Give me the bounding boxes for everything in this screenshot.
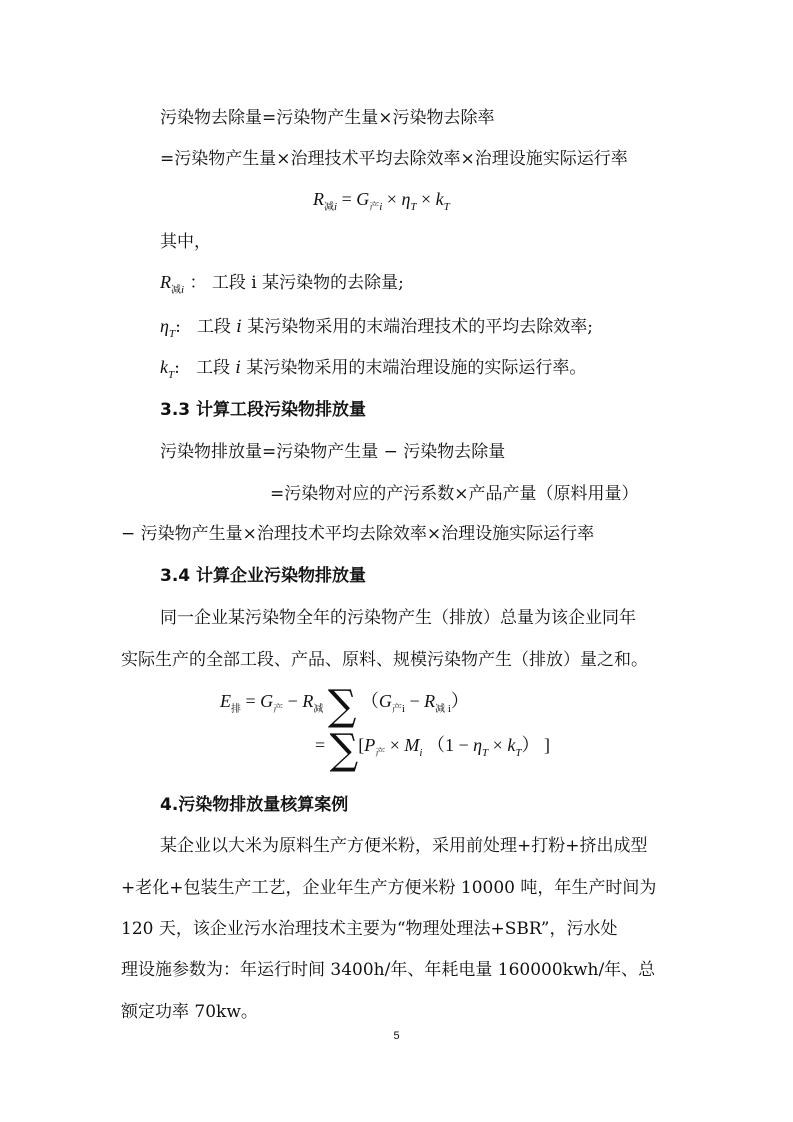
paragraph-case-5: 额定功率 70kw。 [121,1002,258,1022]
paragraph-enterprise-total: 同一企业某污染物全年的污染物产生（排放）总量为该企业同年 [160,608,636,628]
paragraph-case-1: 某企业以大米为原料生产方便米粉，采用前处理+打粉+挤出成型 [160,836,648,856]
paragraph-removal-definition: 污染物去除量=污染物产生量×污染物去除率 [160,108,495,128]
definition-r: $R_{减i}$ ： 工段 i 某污染物的去除量; [160,272,404,296]
definition-k: $k_T$: 工段 i 某污染物采用的末端治理设施的实际运行率。 [160,357,587,381]
paragraph-emission-definition: 污染物排放量=污染物产生量 − 污染物去除量 [160,442,506,462]
paragraph-case-2: +老化+包装生产工艺，企业年生产方便米粉 10000 吨，年生产时间为 [121,878,657,898]
paragraph-case-4: 理设施参数为：年运行时间 3400h/年、年耗电量 160000kwh/年、总 [121,960,656,980]
section-heading-4: 4.污染物排放量核算案例 [160,795,349,815]
definition-eta: $\eta_T$: 工段 i 某污染物采用的末端治理技术的平均去除效率; [160,316,593,340]
paragraph-removal-expansion: =污染物产生量×治理技术平均去除效率×治理设施实际运行率 [160,149,628,169]
section-heading-3-3: 3.3 计算工段污染物排放量 [160,400,367,420]
paragraph-enterprise-total-cont: 实际生产的全部工段、产品、原料、规模污染物产生（排放）量之和。 [121,650,648,670]
formula-enterprise-emission: $E_排 = G_产 - R_减$ ∑ $(G_{产i} - R_{减 i})$ [220,681,469,731]
paragraph-emission-expansion-cont: − 污染物产生量×治理技术平均去除效率×治理设施实际运行率 [121,524,595,544]
section-heading-3-4: 3.4 计算企业污染物排放量 [160,566,367,586]
paragraph-emission-expansion: =污染物对应的产污系数×产品产量（原料用量） [270,484,639,504]
paragraph-case-3: 120 天，该企业污水治理技术主要为“物理处理法+SBR”，污水处 [121,919,618,939]
page-number: 5 [393,1030,400,1042]
paragraph-where: 其中， [160,232,211,252]
formula-enterprise-emission-expanded: = $\sum[P_产 \times M_i$ $(1 - \eta_T \times k_T)$ ] [315,725,550,775]
formula-removal: $R_{减i} = G_{产i} \times \eta_T \times k_T$ [313,189,450,213]
